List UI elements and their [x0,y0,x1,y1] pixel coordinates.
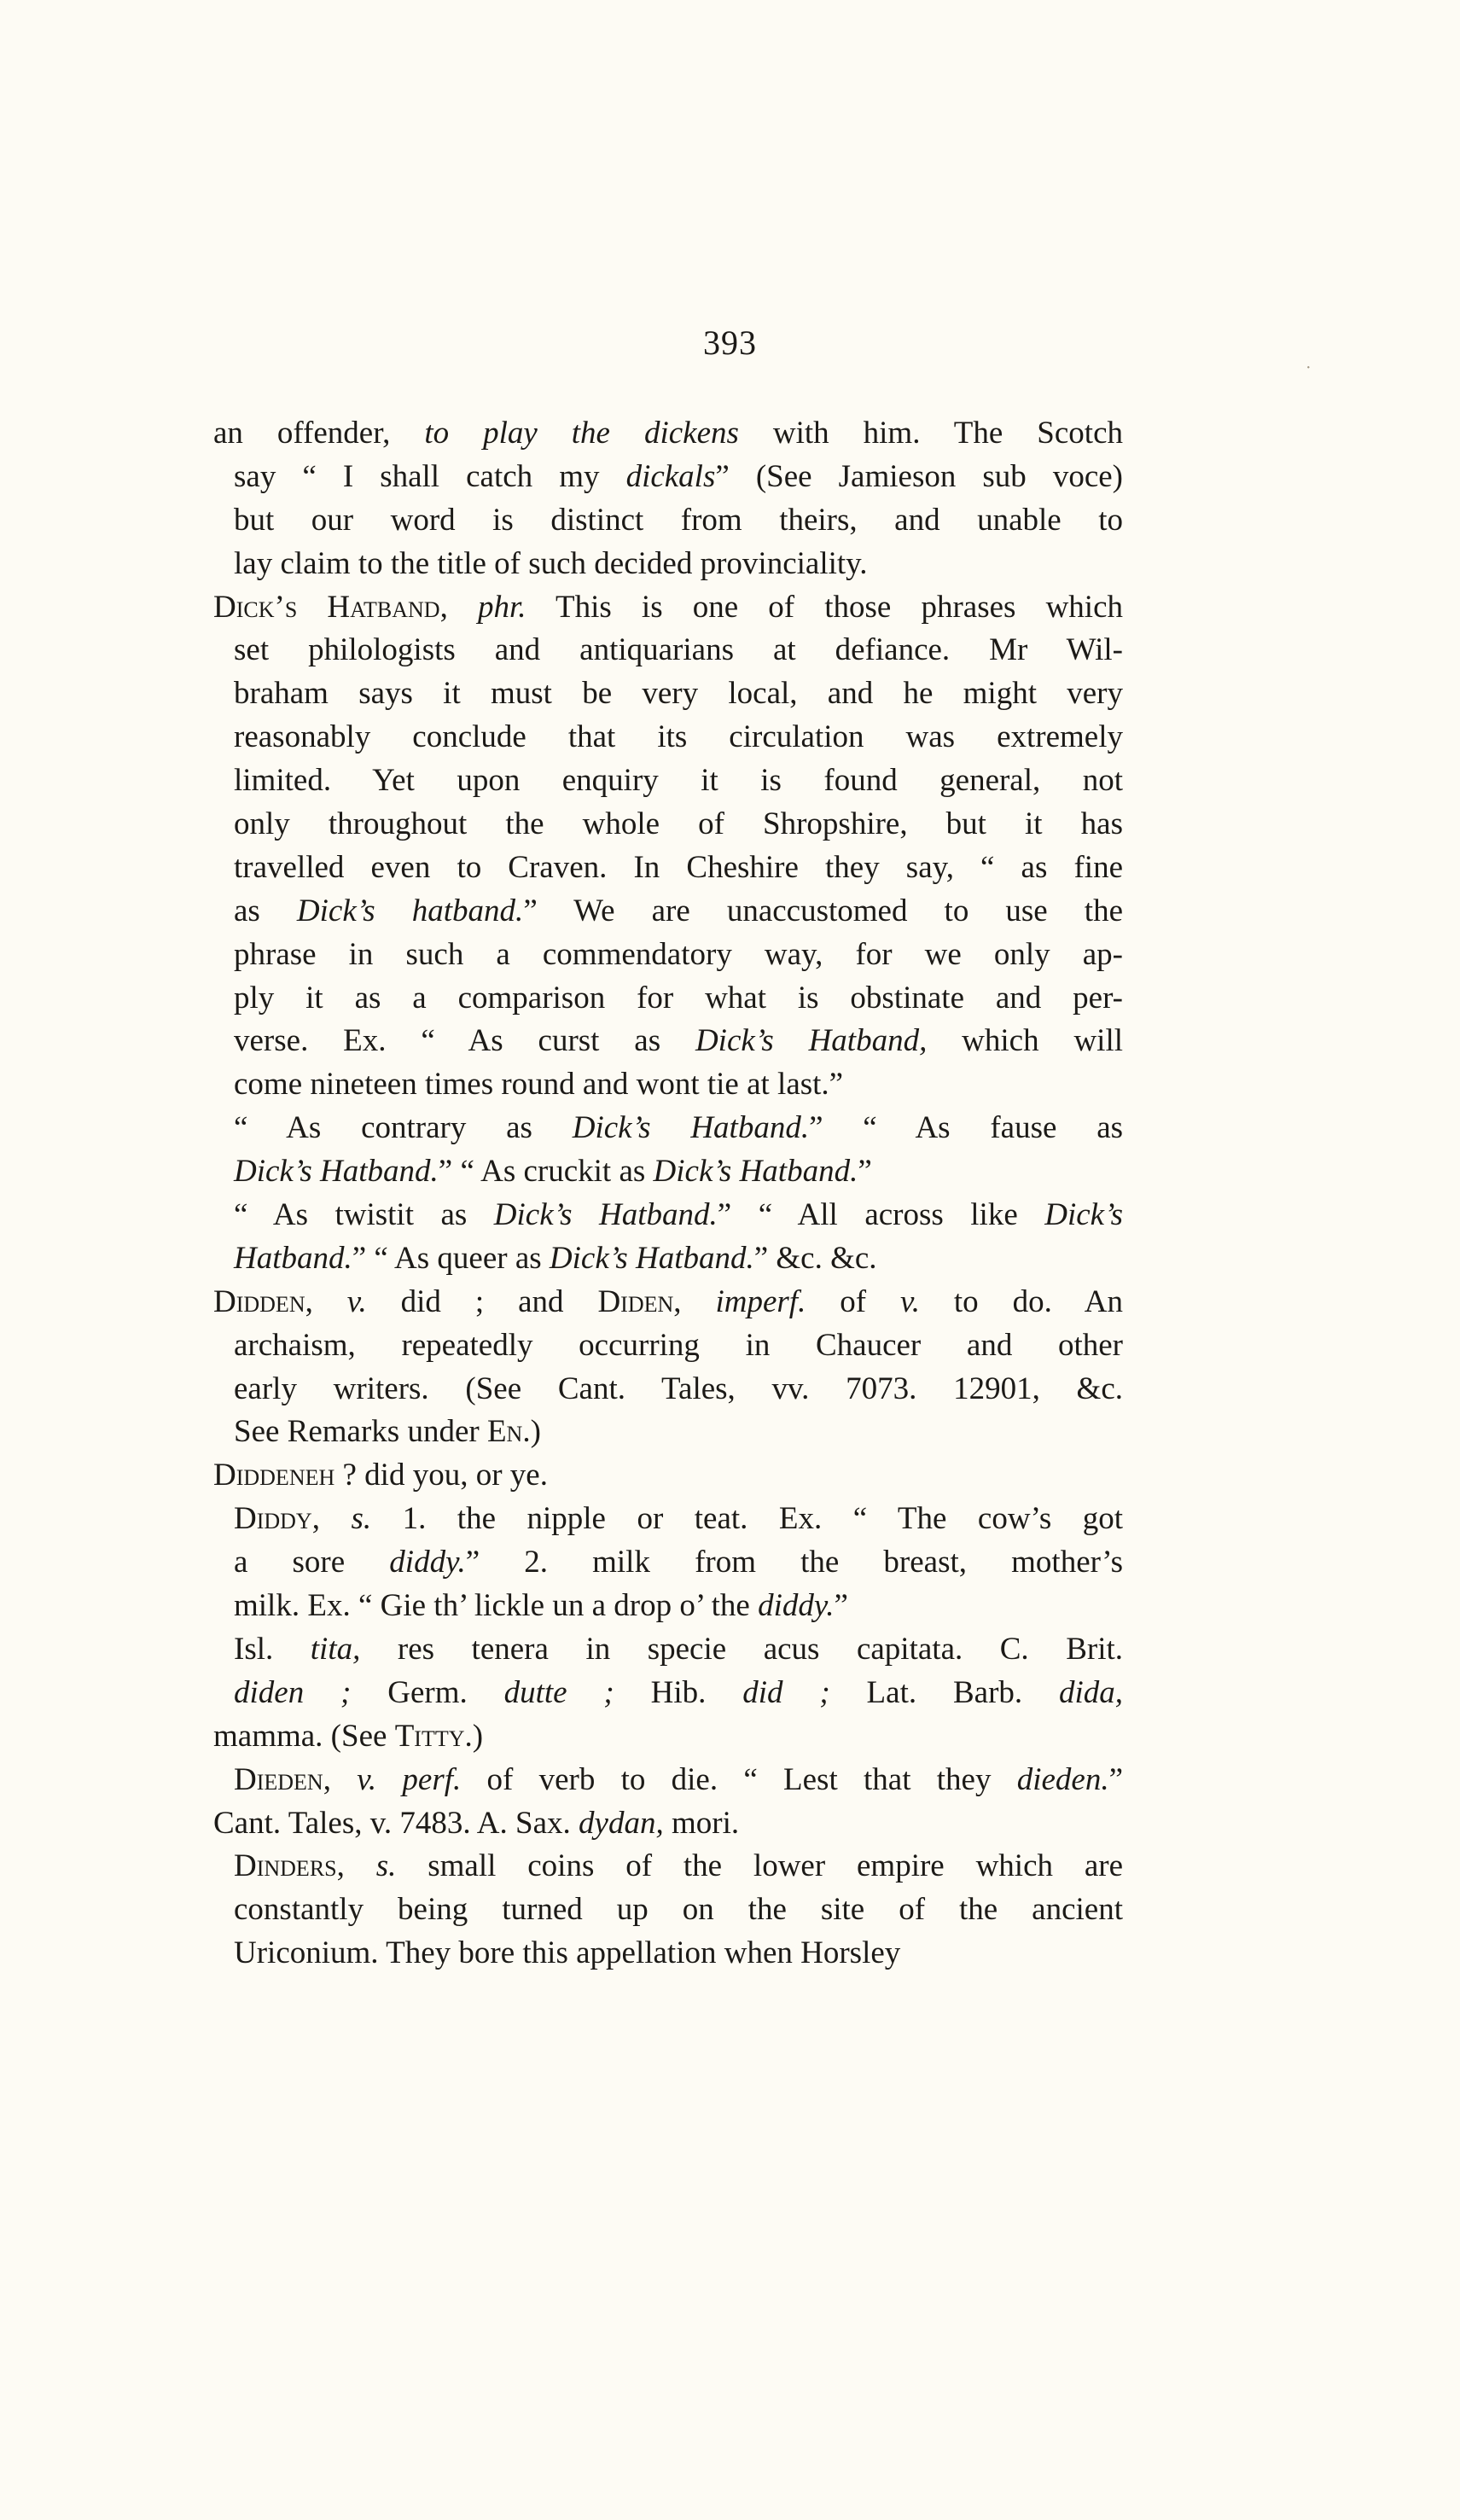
paper-speck: · [1306,358,1312,377]
headword: Titty. [394,1718,473,1754]
text-line [213,1107,1123,1150]
text-run [320,1501,351,1536]
text-run: 1. the nipple or teat. Ex. “ The cow’s got [371,1501,1124,1537]
text-run: res tenera in specie acus capitata. C. Brit. [360,1631,1124,1667]
italic-text: dieden. [1016,1761,1109,1797]
text-run: ” We are unaccustomed to use the [523,893,1123,928]
headword: Diden, [597,1283,682,1319]
text-run: lay claim to the title of such decided provinciality. [234,545,868,581]
headword: Didden, [213,1283,313,1319]
italic-text: tita, [310,1631,361,1667]
text-run: Isl. [234,1631,311,1667]
italic-text: phr. [477,589,526,625]
text-line [213,1585,1123,1628]
text-run: “ As twistit as [234,1197,494,1233]
text-run: archaism, repeatedly occurring in Chaucer and other [234,1327,1123,1363]
text-run: a sore [234,1545,390,1580]
text-line [213,1194,1123,1237]
italic-text: diddy. [758,1588,835,1624]
text-run: ) [472,1718,484,1754]
text-line [213,1063,1123,1107]
headword: Diddy, [234,1501,320,1537]
text-run: mori. [663,1805,740,1841]
text-line [213,1281,1123,1324]
text-run: milk. Ex. “ Gie th’ lickle un a drop o’ the [234,1588,759,1624]
text-line [213,1150,1123,1194]
text-line [213,890,1123,934]
italic-text: diddy. [389,1545,466,1580]
italic-text: Hatband. [234,1240,352,1276]
italic-text: did ; [742,1674,830,1710]
text-run: ” “ All across like [717,1197,1045,1233]
italic-text: Dick’s Hatband. [572,1110,810,1146]
text-line [213,977,1123,1021]
text-run: ” 2. milk from the breast, mother’s [465,1545,1123,1580]
text-line [213,1672,1123,1715]
headword: Dick’s Hatband, [213,589,448,625]
italic-text: Dick’s Hatband. [549,1240,754,1276]
italic-text: Dick’s Hatband. [493,1197,718,1233]
text-run: travelled even to Craven. In Cheshire they say, “ as fine [234,849,1123,885]
text-run: phrase in such a commendatory way, for we only ap- [234,936,1123,972]
text-run: Hib. [614,1674,743,1710]
headword: Diddeneh [213,1458,335,1493]
text-run: early writers. (See Cant. Tales, vv. 7073. 12901, &c. [234,1371,1123,1406]
text-run: ” “ As fause as [809,1110,1124,1146]
headword: Dieden, [234,1761,331,1797]
text-run: as [234,893,297,928]
text-line [213,412,1123,456]
text-line [213,847,1123,890]
text-run [345,1848,376,1883]
text-line [213,1237,1123,1281]
text-line [213,1802,1123,1846]
text-run: verse. Ex. “ As curst as [234,1023,695,1059]
text-run: small coins of the lower empire which are [396,1848,1124,1884]
text-run: an offender, [213,416,425,451]
text-line [213,1715,1123,1759]
italic-text: s. [351,1501,372,1537]
text-line [213,934,1123,977]
text-line [213,1411,1123,1454]
text-run [448,590,478,625]
text-run: See Remarks under [234,1414,487,1450]
text-run: constantly being turned up on the site of the ancient [234,1892,1123,1928]
text-line [213,1541,1123,1585]
glossary-text [213,412,1123,1976]
text-run: Lat. Barb. [829,1674,1059,1710]
text-run: ) [530,1414,541,1450]
text-run: ply it as a comparison for what is obstinate and per- [234,980,1123,1016]
italic-text: Dick’s Hatband, [695,1023,928,1059]
text-line [213,1454,1123,1498]
text-run: which will [927,1023,1124,1059]
text-line [213,1368,1123,1411]
text-run: ? did you, or ye. [334,1458,548,1493]
text-run: Germ. [351,1674,504,1710]
text-line [213,1759,1123,1802]
text-run: limited. Yet upon enquiry it is found general, not [234,763,1123,799]
text-line [213,1498,1123,1541]
text-line [213,1889,1123,1932]
text-line [213,629,1123,672]
text-line [213,1628,1123,1672]
text-line [213,543,1123,586]
italic-text: v. [346,1283,367,1319]
italic-text: imperf. [715,1283,806,1319]
text-run: ” [858,1154,872,1190]
text-run: but our word is distinct from theirs, and unable to [234,502,1123,538]
text-run: ” (See Jamieson sub voce) [715,458,1123,494]
text-run: “ As contrary as [234,1110,573,1146]
text-run: mamma. (See [213,1718,395,1754]
text-line [213,456,1123,499]
text-run: reasonably conclude that its circulation was extremely [234,719,1123,755]
italic-text: dutte ; [503,1674,614,1710]
italic-text: s. [375,1848,397,1884]
italic-text: Dick’s hatband. [296,893,524,928]
italic-text: dydan, [579,1805,664,1841]
text-run: This is one of those phrases which [526,589,1124,625]
text-line [213,586,1123,630]
text-line [213,803,1123,847]
italic-text: diden ; [234,1674,352,1710]
page-number: 393 [703,323,757,362]
text-line [213,716,1123,759]
italic-text: to play the dickens [424,416,739,451]
text-run: set philologists and antiquarians at defiance. Mr Wil- [234,632,1123,668]
text-run: of [806,1283,901,1319]
italic-text: Dick’s [1044,1197,1124,1233]
text-run [331,1762,357,1797]
italic-text: v. perf. [357,1761,462,1797]
italic-text: Dick’s Hatband. [653,1154,858,1190]
text-run: say “ I shall catch my [234,458,626,494]
text-run: with him. The Scotch [738,416,1123,451]
text-line [213,1324,1123,1368]
headword: Dinders, [234,1848,345,1884]
text-run: come nineteen times round and wont tie at last.” [234,1067,844,1103]
text-run: Cant. Tales, v. 7483. A. Sax. [213,1805,579,1841]
text-run: of verb to die. “ Lest that they [461,1761,1017,1797]
text-run: Uriconium. They bore this appellation when Horsley [234,1935,901,1971]
text-line [213,1020,1123,1063]
text-line [213,759,1123,803]
text-run: ” [1108,1761,1124,1797]
text-line [213,499,1123,543]
text-run: ” [834,1588,848,1624]
text-run [682,1284,716,1319]
text-line [213,1932,1123,1976]
text-run: ” “ As cruckit as [438,1154,654,1190]
italic-text: v. [900,1283,920,1319]
text-run: ” &c. &c. [753,1240,877,1276]
italic-text: Dick’s Hatband. [234,1154,439,1190]
italic-text: dida, [1059,1674,1124,1710]
text-run: ” “ As queer as [352,1240,550,1276]
text-run: braham says it must be very local, and he might very [234,676,1123,712]
text-run: did ; and [366,1283,598,1319]
italic-text: dickals [625,458,716,494]
headword: En. [486,1414,531,1450]
text-run: to do. An [919,1283,1123,1319]
text-run: only throughout the whole of Shropshire, but it has [234,806,1123,842]
text-line [213,1845,1123,1889]
text-line [213,672,1123,716]
text-run [313,1284,347,1319]
